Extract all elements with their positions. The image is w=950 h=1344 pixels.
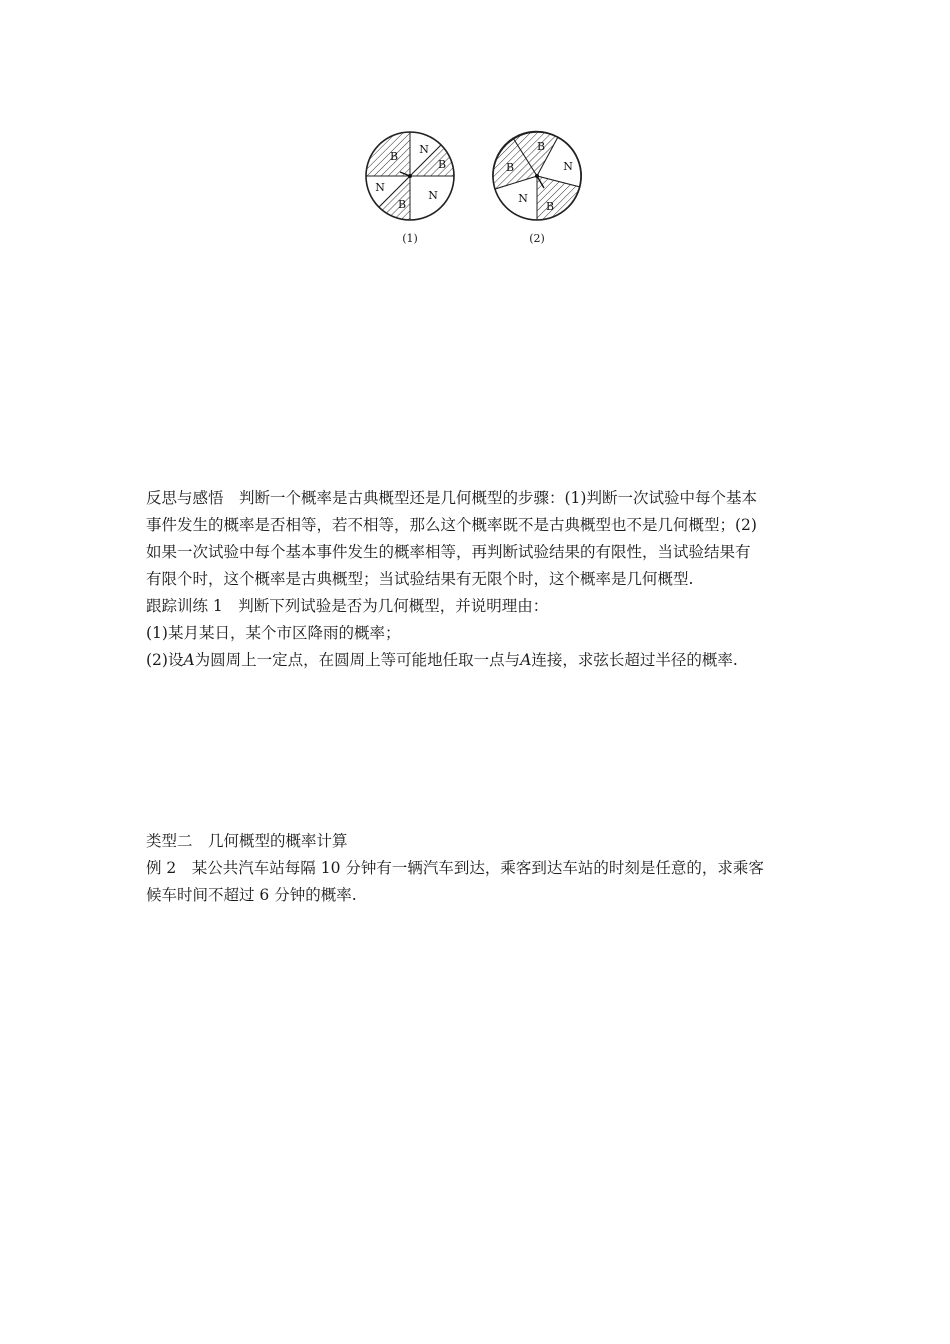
label-n: N <box>518 192 528 205</box>
label-b: B <box>397 198 407 211</box>
reflection-block <box>146 485 816 674</box>
spinner-figures <box>360 126 600 256</box>
spinner-2 <box>493 131 582 220</box>
reflection-line: 反思与感悟 判断一个概率是古典概型还是几何概型的步骤：(1)判断一次试验中每个基本 <box>146 489 757 507</box>
label-n: N <box>419 143 429 156</box>
label-b: B <box>536 140 546 153</box>
example-line: 例 2 某公共汽车站每隔 10 分钟有一辆汽车到达，乘客到达车站的时刻是任意的，求乘客 <box>146 859 764 877</box>
label-b: B <box>389 150 399 163</box>
exercise-item-1: (1)某月某日，某个市区降雨的概率； <box>146 624 401 642</box>
reflection-line: 有限个时，这个概率是古典概型；当试验结果有无限个时，这个概率是几何概型. <box>146 570 694 588</box>
label-n: N <box>375 181 385 194</box>
variable-a: A <box>183 651 195 669</box>
reflection-line: 事件发生的概率是否相等，若不相等，那么这个概率既不是古典概型也不是几何概型；(2) <box>146 516 757 534</box>
exercise-item-2 <box>146 647 816 674</box>
variable-a: A <box>520 651 532 669</box>
spinner-diagrams <box>360 126 600 236</box>
reflection-line: 如果一次试验中每个基本事件发生的概率相等，再判断试验结果的有限性，当试验结果有 <box>146 543 751 561</box>
example-line: 候车时间不超过 6 分钟的概率. <box>146 886 357 904</box>
label-n: N <box>428 189 438 202</box>
label-b: B <box>437 158 447 171</box>
section-2 <box>146 828 816 909</box>
figure-caption-1: (1) <box>402 232 418 245</box>
spinner-1 <box>366 132 454 220</box>
section-heading: 类型二 几何概型的概率计算 <box>146 832 348 850</box>
exercise-title: 跟踪训练 1 判断下列试验是否为几何概型，并说明理由： <box>146 597 549 615</box>
exercise-item-2-text: (2)设 <box>146 651 184 669</box>
exercise-item-2-text: 为圆周上一定点，在圆周上等可能地任取一点与 <box>194 651 521 669</box>
label-n: N <box>563 160 573 173</box>
label-b: B <box>545 200 555 213</box>
figure-caption-2: (2) <box>529 232 545 245</box>
exercise-item-2-text: 连接，求弦长超过半径的概率. <box>531 651 738 669</box>
label-b: B <box>505 161 515 174</box>
